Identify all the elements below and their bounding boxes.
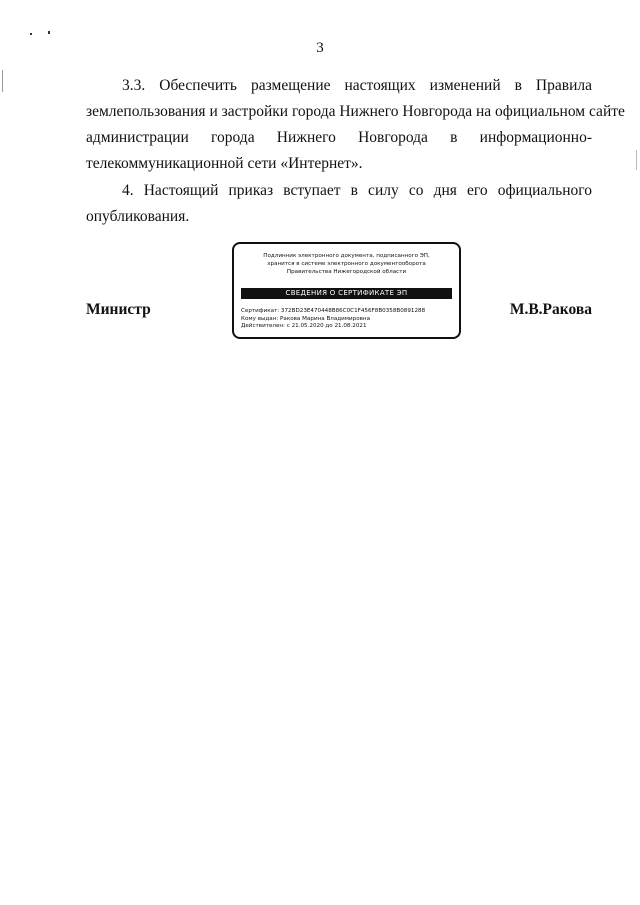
paragraph-line: администрации города Нижнего Новгорода в информационно- [86,129,592,146]
stamp-title: СВЕДЕНИЯ О СЕРТИФИКАТЕ ЭП [241,288,452,299]
paragraph-4 [86,178,592,230]
paragraph-line: землепользования и застройки города Нижнего Новгорода на официальном сайте [86,103,625,120]
paragraph-3-3 [86,73,625,177]
signatory-position: Министр [86,301,151,318]
scan-speck [48,31,50,34]
scan-edge-mark [636,150,637,170]
signatory-name: М.В.Ракова [509,301,592,318]
stamp-intro-line: Подлинник электронного документа, подписанного ЭП, [263,253,430,259]
stamp-intro-line: Правительства Нижегородской области [286,269,407,275]
paragraph-line: 3.3. Обеспечить размещение настоящих изменений в Правила [122,77,592,94]
paragraph-line: опубликования. [86,208,190,225]
stamp-validity: Действителен: с 21.05.2020 до 21.08.2021 [241,323,367,329]
scan-edge-mark [2,70,3,92]
paragraph-line: 4. Настоящий приказ вступает в силу со дня его официального [122,182,592,199]
stamp-intro-line: хранится в системе электронного документооборота [267,261,426,267]
electronic-signature-stamp [232,242,461,339]
scan-speck [30,33,32,35]
stamp-intro [240,252,453,276]
stamp-details [241,308,454,331]
stamp-issued-to: Кому выдан: Ракова Марина Владимировна [241,315,370,322]
paragraph-line: телекоммуникационной сети «Интернет». [86,155,363,172]
page-number: 3 [316,40,324,56]
stamp-certificate: Сертификат: 372BD23E470448B86C0C1F456F8B0358B0891288 [241,308,426,314]
